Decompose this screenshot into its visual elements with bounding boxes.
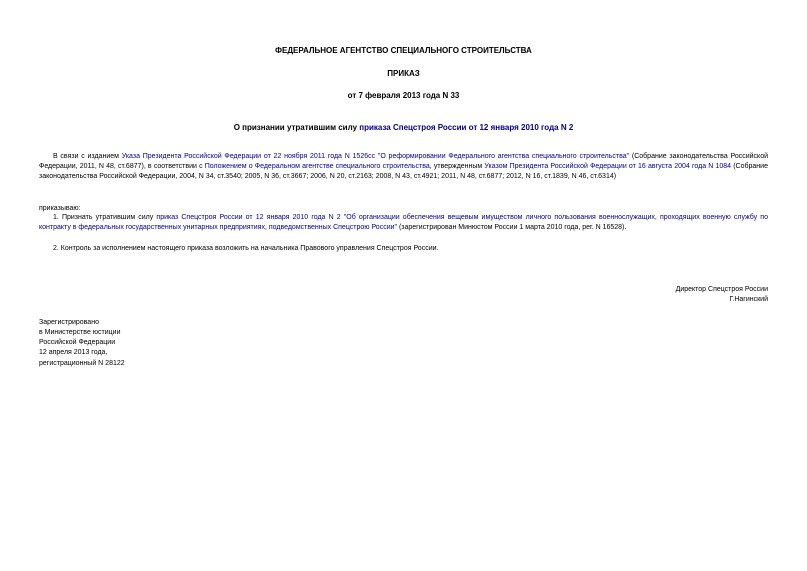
order-title-link[interactable]: приказа Спецстроя России от 12 января 2010 года N 2 [359, 123, 574, 132]
registration-line: в Министерстве юстиции [39, 329, 121, 337]
intro-text-4: (Собрание законодательства Российской Федерации, 2004, N 34, ст.3540; 2005, N 36, ст.3667; 2006, N 20, ст.2163; 2008, N 43, ст.4921; 2011, N 48, ст.6877; 2012, N 16, ст.1839, N 46, ст.6314) [39, 163, 768, 181]
registration-line: Зарегистрировано [39, 319, 99, 326]
item-1-text-2: (зарегистрирован Минюстом России 1 марта 2010 года, рег. N 16528). [397, 224, 627, 232]
prikazyvayu-text: приказываю: [39, 205, 81, 212]
registration-line: 12 апреля 2013 года, [39, 349, 108, 357]
registration-line: Российской Федерации [39, 339, 116, 347]
intro-text-3: , утвержденным [429, 163, 485, 171]
order-title-text: О признании утратившим силу [233, 123, 360, 132]
order-2-link[interactable]: приказ Спецстроя России от 12 января 2010 года N 2 "Об организации обеспечения вещевым имуществом личного пользования военнослужащих, проходящих военную службу по контракту в федеральных государственных унитарных предприятиях, подведомственных Спецстрою России" [39, 214, 768, 232]
item-2-paragraph: 2. Контроль за исполнением настоящего приказа возложить на начальника Правового управления Спецстроя России. [53, 245, 439, 252]
registration-line: регистрационный N 28122 [39, 359, 125, 367]
intro-paragraph [39, 152, 768, 182]
intro-text-1: В связи с изданием [53, 153, 122, 160]
signature-block [676, 285, 768, 305]
decree-1084-link[interactable]: Указом Президента Российской Федерации от 16 августа 2004 года N 1084 [484, 163, 732, 171]
item-1-text-1: 1. Признать утратившим силу [53, 214, 157, 221]
signature-name: Г.Нагинский [729, 296, 768, 304]
signature-position: Директор Спецстроя России [675, 286, 768, 293]
order-date: от 7 февраля 2013 года N 33 [347, 91, 460, 100]
regulation-link[interactable]: Положением о Федеральном агентстве специального строительства [204, 163, 430, 171]
decree-1526-link[interactable]: Указа Президента Российской Федерации от 22 ноября 2011 года N 1526сс "О реформировании Федерального агентства специального строительства" [121, 153, 630, 160]
registration-block [39, 318, 125, 369]
item-1-paragraph [39, 213, 768, 233]
order-heading: ПРИКАЗ [387, 69, 420, 78]
agency-heading: ФЕДЕРАЛЬНОЕ АГЕНТСТВО СПЕЦИАЛЬНОГО СТРОИТЕЛЬСТВА [275, 46, 532, 55]
intro-text-2: (Собрание законодательства Российской Федерации, 2011, N 48, ст.6877), в соответствии с [39, 153, 768, 171]
order-title [39, 122, 768, 134]
